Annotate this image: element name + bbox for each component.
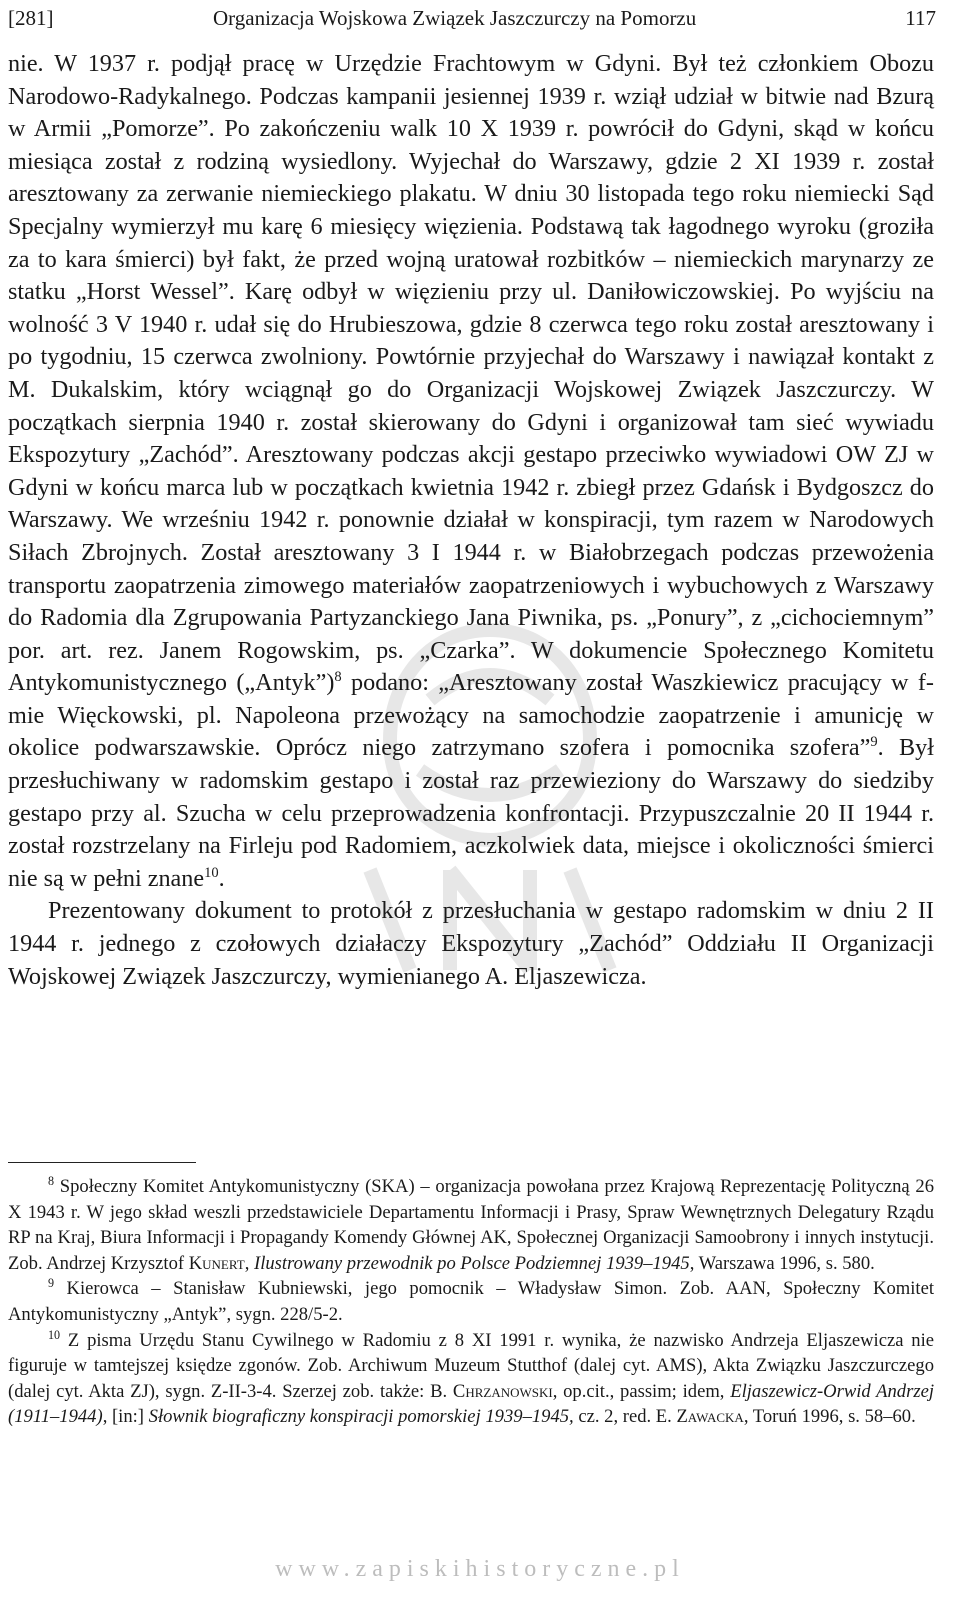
footer-url: www.zapiskihistoryczne.pl [275,1556,685,1582]
running-header [8,4,936,32]
footnote-9 [8,1276,934,1327]
footnote-10 [8,1328,934,1430]
text-run: Z pisma Urzędu Stanu Cywilnego w Radomiu z 8 XI 1991 r. wynika, że nazwisko Andrzeja Eljaszewicza nie figuruje w tamtejszej księdze zgonów. Zob. Archiwum Muzeum Stutthof (dalej cyt. AMS), Akta Związku Jaszczurczego (dalej cyt. Akta ZJ), sygn. Z-II-3-4. Szerzej zob. także: B. [8,1329,934,1402]
text-run: . [218,864,225,892]
text-run: Kierowca – Stanisław Kubniewski, jego pomocnik – Władysław Simon. Zob. AAN, Społeczny Komitet Antykomunistyczny „Antyk”, sygn. 228/5-2. [8,1278,934,1325]
text-run: , Toruń 1996, s. 58–60. [743,1406,916,1428]
text-run: podano: „Aresztowany został Waszkiewicz pracujący w f-mie Więckowski, pl. Napoleona przewożący na samochodzie zaopatrzenie i amunicję w okolice podwarszawskie. Oprócz niego zatrzymano szofera i pomocnika szofera” [8,669,934,762]
footnote-number: 8 [48,1173,55,1188]
running-title: Organizacja Wojskowa Związek Jaszczurczy na Pomorzu [213,6,697,30]
paragraph [8,48,934,895]
author-name: Zawacka [676,1406,744,1428]
footnote-divider [8,1162,196,1163]
text-run: , [in:] [102,1406,149,1428]
text-run: Społeczny Komitet Antykomunistyczny (SKA) – organizacja powołana przez Krajową Reprezentację Polityczną 26 X 1943 r. W jego skład weszli przedstawiciele Departamentu Informacji i Prasy, Spraw Wewnętrznych Delegatury Rządu RP na Kraj, Biura Informacji i Propagandy Komendy Głównej AK, Społecznej Organizacji Samoobrony i innych instytucji. Zob. Andrzej Krzysztof [8,1176,934,1274]
text-run: , [244,1252,254,1274]
footnote-number: 10 [48,1327,61,1342]
main-text [8,48,934,993]
footnote-8 [8,1174,934,1276]
footnote-ref: 9 [870,734,878,751]
footnote-number: 9 [48,1276,55,1291]
page-bracket-number: [281] [8,6,54,30]
author-name: Kunert [188,1252,245,1274]
paragraph: Prezentowany dokument to protokół z przesłuchania w gestapo radomskim w dniu 2 II 1944 r. jednego z czołowych działaczy Ekspozytury „Zachód” Oddziału II Organizacji Wojskowej Związek Jaszczurczy, wymienianego A. Eljaszewicza. [8,897,934,990]
author-name: Chrzanowski [452,1380,553,1402]
book-title: Ilustrowany przewodnik po Polsce Podziemnej 1939–1945 [254,1252,690,1274]
text-run: nie. W 1937 r. podjął pracę w Urzędzie Frachtowym w Gdyni. Był też członkiem Obozu Narodowo-Radykalnego. Podczas kampanii jesiennej 1939 r. wziął udział w bitwie nad Bzurą w Armii „Pomorze”. Po zakończeniu walk 10 X 1939 r. powrócił do Gdyni, skąd w końcu miesiąca został z rodziną wysiedlony. Wyjechał do Warszawy, gdzie 2 XI 1939 r. został aresztowany za zerwanie niemieckiego plakatu. W dniu 30 listopada tego roku niemiecki Sąd Specjalny wymierzył mu karę 6 miesięcy więzienia. Podstawą tak łagodnego wyroku (groziła za to kara śmierci) był fakt, że przed wojną uratował rozbitków – niemieckich marynarzy ze statku „Horst Wessel”. Karę odbył w więzieniu przy ul. Daniłowiczowskiej. Po wyjściu na wolność 3 V 1940 r. udał się do Hrubieszowa, gdzie 8 czerwca tego roku został aresztowany i po tygodniu, 15 czerwca zwolniony. Powtórnie przyjechał do Warszawy i nawiązał kontakt z M. Dukalskim, który wciągnął go do Organizacji Wojskowej Związek Jaszczurczy. W początkach sierpnia 1940 r. został skierowany do Gdyni i organizował tam sieć wywiadu Ekspozytury „Zachód”. Aresztowany podczas akcji gestapo przeciwko wywiadowi OW ZJ w Gdyni w końcu marca lub w początkach kwietnia 1942 r. zbiegł przez Gdańsk i Bydgoszcz do Warszawy. We wrześniu 1942 r. ponownie działał w konspiracji, tym razem w Narodowych Siłach Zbrojnych. Został aresztowany 3 I 1944 r. w Białobrzegach podczas przewożenia transportu zaopatrzenia zimowego materiałów zaopatrzeniowych i wybuchowych z Warszawy do Radomia dla Zgrupowania Partyzanckiego Jana Piwnika, ps. „Ponury”, z „cichociemnym” por. art. rez. Janem Rogowskim, ps. „Czarka”. W dokumencie Społecznego Komitetu Antykomunistycznego („Antyk”) [8,50,934,697]
entry-title: Eljaszewicz-Orwid Andrzej (1911–1944) [8,1380,934,1428]
footnote-ref: 8 [334,669,342,686]
text-run: , Warszawa 1996, s. 580. [689,1252,875,1274]
book-title: Słownik biograficzny konspiracji pomorskiej 1939–1945, [148,1406,574,1428]
page-number: 117 [905,6,936,30]
text-run: cz. 2, red. E. [573,1406,677,1428]
text-run: . Był przesłuchiwany w radomskim gestapo i został raz przewieziony do Warszawy do siedziby gestapo przy al. Szucha w celu przeprowadzenia konfrontacji. Przypuszczalnie 20 II 1944 r. został rozstrzelany na Firleju pod Radomiem, aczkolwiek data, miejsce i okoliczności śmierci nie są w pełni znane [8,734,934,892]
footnote-ref: 10 [204,864,219,881]
text-run: , op.cit., passim; idem, [552,1380,731,1402]
footnotes [8,1174,934,1430]
